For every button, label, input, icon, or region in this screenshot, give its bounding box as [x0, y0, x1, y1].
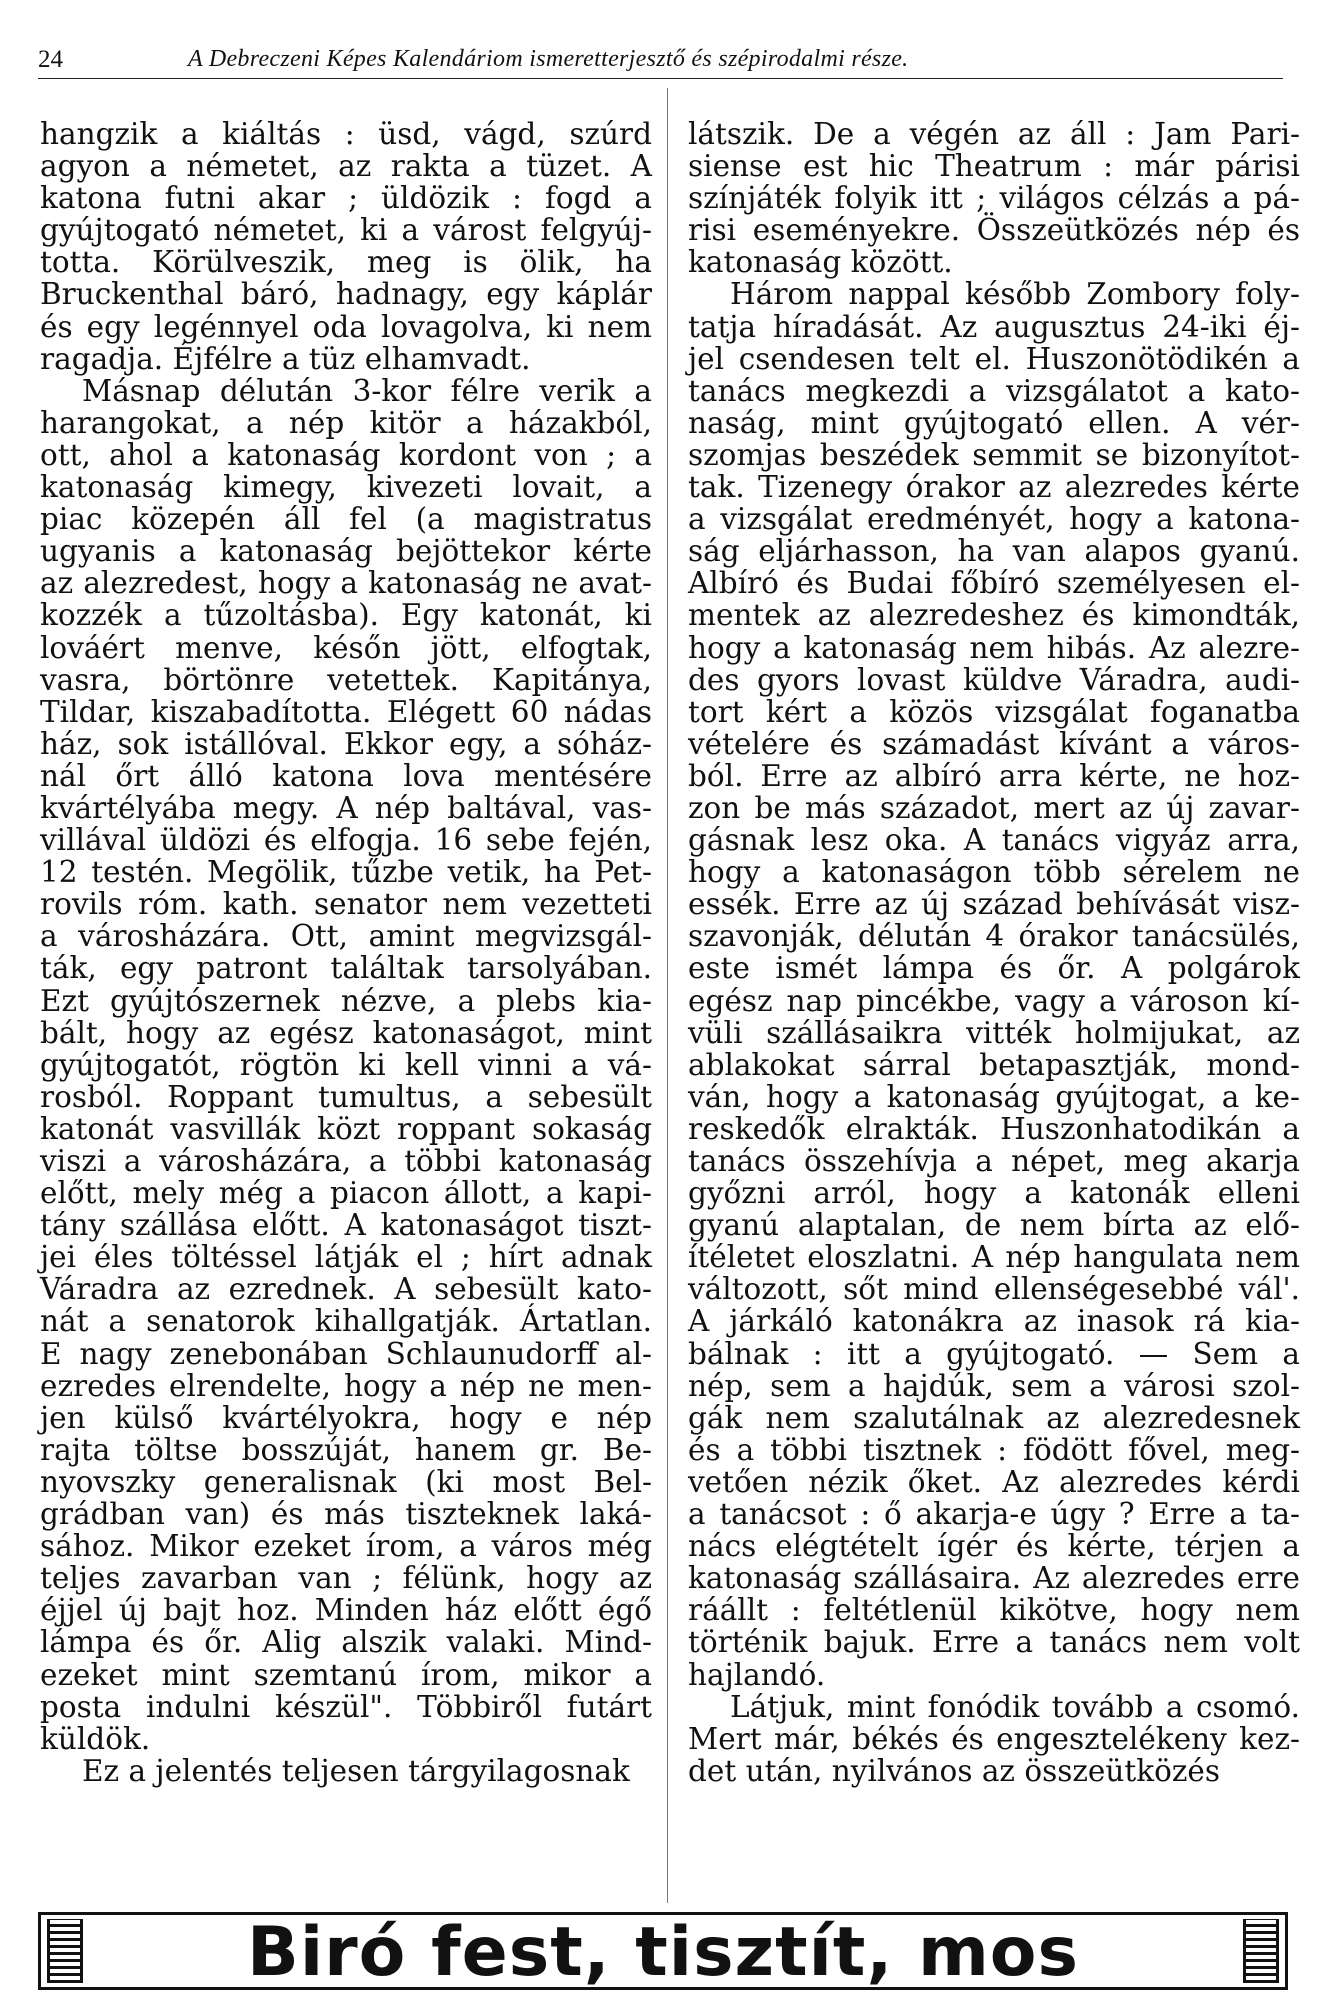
- text-line: ság eljárhasson, ha van alapos gyanú.: [688, 534, 1300, 569]
- text-line: Váradra az ezrednek. A sebesült kato-: [40, 1272, 652, 1307]
- text-line: nát a senatorok kihallgatják. Ártatlan.: [40, 1304, 652, 1339]
- text-line: siense est hic Theatrum : már párisi: [688, 149, 1300, 184]
- text-line: előtt, mely még a piacon állott, a kapi-: [40, 1176, 652, 1211]
- text-line: a vizsgálat eredményét, hogy a katona-: [688, 502, 1300, 537]
- text-line: hajlandó.: [688, 1657, 826, 1692]
- text-line: Három nappal később Zombory foly-: [730, 277, 1300, 312]
- right-column: [688, 118, 1300, 1787]
- text-line: nyovszky generalisnak (ki most Bel-: [40, 1464, 652, 1499]
- text-line: ragadja. Éjfélre a tüz elhamvadt.: [40, 341, 531, 376]
- text-line: ván, hogy a katonaság gyújtogat, a ke-: [688, 1079, 1300, 1114]
- text-line: jen külső kvártélyokra, hogy e nép: [40, 1400, 652, 1435]
- text-line: A járkáló katonákra az inasok rá kia-: [688, 1304, 1300, 1339]
- text-line: katonaság között.: [688, 245, 953, 280]
- text-line: totta. Körülveszik, meg is ölik, ha: [40, 245, 652, 280]
- text-line: ból. Erre az albíró arra kérte, ne hoz-: [688, 758, 1300, 793]
- text-line: lámpa és őr. Alig alszik valaki. Mind-: [40, 1625, 652, 1660]
- text-line: kozzék a tűzoltásba). Egy katonát, ki: [40, 598, 652, 633]
- text-line: tanács összehívja a népet, meg akarja: [688, 1144, 1300, 1178]
- text-line: katonát vasvillák közt roppant sokaság: [40, 1111, 652, 1146]
- text-line: nál őrt álló katona lova mentésére: [40, 758, 652, 793]
- text-line: a tanácsot : ő akarja-e úgy ? Erre a ta-: [688, 1497, 1300, 1532]
- text-line: risi eseményekre. Összeütközés nép és: [688, 213, 1300, 248]
- header-rule: [38, 78, 1283, 79]
- text-line: tatja híradását. Az augusztus 24-iki éj-: [688, 309, 1300, 344]
- text-line: nács elégtételt ígér és kérte, térjen a: [688, 1529, 1300, 1564]
- text-line: lováért menve, későn jött, elfogtak,: [40, 630, 652, 665]
- text-line: teljes zavarban van ; félünk, hogy az: [40, 1561, 652, 1596]
- text-line: villával üldözi és elfogja. 16 sebe fején,: [40, 823, 652, 858]
- text-line: posta indulni készül". Többiről futárt: [40, 1689, 652, 1724]
- text-line: ták, egy patront találtak tarsolyában.: [40, 951, 652, 986]
- text-line: katona futni akar ; üldözik : fogd a: [40, 181, 652, 216]
- page-header: [38, 38, 1283, 78]
- text-line: ezeket mint szemtanú írom, mikor a: [40, 1657, 652, 1692]
- text-line: hogy a katonaság nem hibás. Az alezre-: [688, 630, 1300, 665]
- text-line: ugyanis a katonaság bejöttekor kérte: [40, 534, 652, 569]
- text-line: és egy legénnyel oda lovagolva, ki nem: [40, 309, 652, 344]
- text-line: ablakokat sárral betapasztják, mond-: [688, 1047, 1300, 1082]
- text-line: éjjel új bajt hoz. Minden ház előtt égő: [40, 1593, 652, 1628]
- text-line: 12 testén. Megölik, tűzbe vetik, ha Pet-: [40, 855, 652, 890]
- text-line: és a többi tisztnek : födött fővel, meg-: [688, 1432, 1300, 1467]
- text-line: katonaság kimegy, kivezeti lovait, a: [40, 470, 652, 505]
- text-line: ezredes elrendelte, hogy a nép ne men-: [40, 1368, 652, 1403]
- text-line: katonaság szállásaira. Az alezredes erre: [688, 1561, 1300, 1596]
- text-line: tanács megkezdi a vizsgálatot a kato-: [688, 373, 1300, 408]
- text-line: ott, ahol a katonaság kordont von ; a: [40, 437, 652, 472]
- text-line: piac közepén áll fel (a magistratus: [40, 502, 652, 537]
- text-line: a városházára. Ott, amint megvizsgál-: [40, 919, 652, 954]
- text-line: színjáték folyik itt ; világos célzás a pá-: [688, 181, 1300, 216]
- text-line: det után, nyilvános az összeütközés: [688, 1753, 1221, 1788]
- column-divider: [667, 88, 668, 1903]
- text-line: gyanú alaptalan, de nem bírta az elő-: [688, 1208, 1300, 1243]
- text-line: tort kért a közös vizsgálat foganatba: [688, 694, 1300, 729]
- text-line: ítéletet eloszlatni. A nép hangulata nem: [688, 1240, 1300, 1275]
- text-line: szomjas beszédek semmit se bizonyítot-: [688, 437, 1300, 472]
- text-line: viszi a városházára, a többi katonaság: [40, 1144, 652, 1178]
- text-line: Ez a jelentés teljesen tárgyilagosnak: [82, 1753, 630, 1788]
- text-line: Másnap délután 3-kor félre verik a: [82, 373, 652, 408]
- ornament-right-icon: [1243, 1919, 1279, 1983]
- text-line: E nagy zenebonában Schlaunudorff al-: [40, 1336, 652, 1371]
- text-line: des gyors lovast küldve Váradra, audi-: [688, 662, 1300, 697]
- text-line: jei éles töltéssel látják el ; hírt adnak: [40, 1240, 652, 1275]
- text-line: vetően nézik őket. Az alezredes kérdi: [688, 1464, 1300, 1499]
- text-line: Bruckenthal báró, hadnagy, egy káplár: [40, 277, 652, 312]
- text-line: mentek az alezredeshez és kimondták,: [688, 598, 1300, 633]
- text-line: Mert már, békés és engesztelékeny kez-: [688, 1721, 1300, 1756]
- advertisement-text: Biró fest, tisztít, mos: [247, 1913, 1079, 1992]
- text-line: rajta töltse bosszúját, hanem gr. Be-: [40, 1432, 652, 1467]
- text-line: szavonják, délután 4 órakor tanácsülés,: [688, 919, 1300, 954]
- text-line: vételére és számadást kívánt a város-: [688, 726, 1300, 761]
- ornament-left-icon: [47, 1919, 83, 1983]
- text-line: naság, mint gyújtogató ellen. A vér-: [688, 405, 1300, 440]
- text-line: tak. Tizenegy órakor az alezredes kérte: [688, 470, 1300, 505]
- text-line: harangokat, a nép kitör a házakból,: [40, 405, 652, 440]
- advertisement-box: [38, 1912, 1288, 1990]
- running-title: A Debreczeni Képes Kalendáriom ismeretterjesztő és szépirodalmi része.: [188, 46, 909, 72]
- text-line: reskedők elrakták. Huszonhatodikán a: [688, 1111, 1300, 1146]
- text-line: bált, hogy az egész katonaságot, mint: [40, 1015, 652, 1050]
- text-line: kvártélyába megy. A nép baltával, vas-: [40, 790, 652, 825]
- text-line: nép, sem a hajdúk, sem a városi szol-: [688, 1368, 1300, 1403]
- text-line: agyon a németet, az rakta a tüzet. A: [40, 149, 652, 184]
- text-line: ház, sok istállóval. Ekkor egy, a sóház-: [40, 726, 652, 761]
- text-line: gásnak lesz oka. A tanács vigyáz arra,: [688, 823, 1300, 858]
- text-line: győzni arról, hogy a katonák elleni: [688, 1176, 1300, 1211]
- text-line: vasra, börtönre vetettek. Kapitánya,: [40, 662, 652, 697]
- text-line: gyújtogató németet, ki a várost felgyúj-: [40, 213, 652, 248]
- text-line: hogy a katonaságon több sérelem ne: [688, 855, 1300, 890]
- text-line: Albíró és Budai főbíró személyesen el-: [688, 566, 1300, 601]
- left-column: [40, 118, 652, 1787]
- text-line: az alezredest, hogy a katonaság ne avat-: [40, 566, 652, 601]
- text-line: vüli szállásaikra vitték holmijukat, az: [688, 1015, 1300, 1050]
- text-line: hangzik a kiáltás : üsd, vágd, szúrd: [40, 117, 652, 151]
- text-line: jel csendesen telt el. Huszonötödikén a: [688, 341, 1300, 376]
- text-line: essék. Erre az új század behívását visz-: [688, 887, 1300, 922]
- text-line: Tildar, kiszabadította. Elégett 60 nádas: [40, 694, 652, 729]
- text-line: Látjuk, mint fonódik tovább a csomó.: [730, 1689, 1300, 1724]
- text-line: változott, sőt mind ellenségesebbé vál'.: [688, 1272, 1300, 1307]
- text-line: grádban van) és más tiszteknek laká-: [40, 1497, 652, 1532]
- text-line: egész nap pincékbe, vagy a városon kí-: [688, 983, 1300, 1018]
- text-line: rovils róm. kath. senator nem vezetteti: [40, 887, 652, 922]
- text-line: zon be más századot, mert az új zavar-: [688, 790, 1300, 825]
- text-line: este ismét lámpa és őr. A polgárok: [688, 951, 1300, 986]
- page-number: 24: [38, 46, 63, 73]
- text-line: sához. Mikor ezeket írom, a város még: [40, 1529, 652, 1564]
- text-line: gyújtogatót, rögtön ki kell vinni a vá-: [40, 1047, 652, 1082]
- text-line: Ezt gyújtószernek nézve, a plebs kia-: [40, 983, 652, 1018]
- text-line: küldök.: [40, 1721, 151, 1756]
- text-line: rosból. Roppant tumultus, a sebesült: [40, 1079, 652, 1114]
- text-line: történik bajuk. Erre a tanács nem volt: [688, 1625, 1300, 1660]
- text-line: tány szállása előtt. A katonaságot tiszt-: [40, 1208, 652, 1243]
- text-line: gák nem szalutálnak az alezredesnek: [688, 1400, 1300, 1435]
- text-line: bálnak : itt a gyújtogató. — Sem a: [688, 1336, 1300, 1371]
- text-line: ráállt : feltétlenül kikötve, hogy nem: [688, 1593, 1300, 1628]
- text-line: látszik. De a végén az áll : Jam Pari-: [688, 117, 1300, 151]
